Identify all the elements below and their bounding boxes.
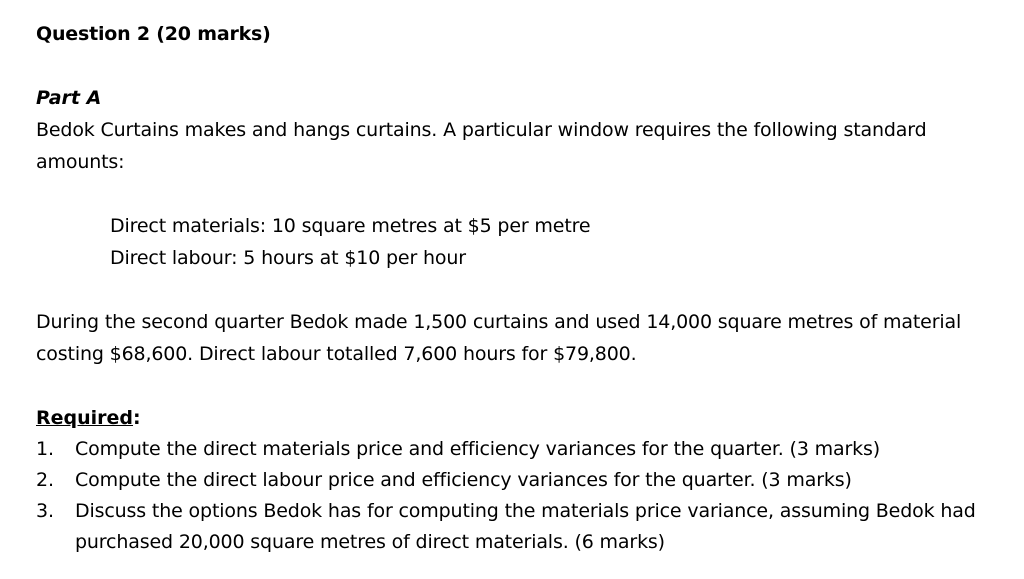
list-item-number: 2.: [36, 469, 54, 491]
list-item: [36, 496, 996, 558]
required-label: Required: [36, 407, 134, 429]
standard-amounts: [110, 210, 996, 274]
list-item: [36, 465, 996, 496]
document: [36, 16, 996, 558]
required-heading: [36, 402, 996, 434]
required-colon: :: [133, 407, 141, 429]
list-item-number: 1.: [36, 438, 54, 460]
list-item-text: Compute the direct labour price and efficiency variances for the quarter. (3 marks): [75, 469, 852, 491]
part-heading: Part A: [36, 87, 102, 109]
question-title: Question 2 (20 marks): [36, 23, 271, 45]
required-list: [36, 434, 996, 558]
list-item: [36, 434, 996, 465]
intro-paragraph: Bedok Curtains makes and hangs curtains. A particular window requires the following standard amounts:: [36, 119, 927, 173]
list-item-text: Discuss the options Bedok has for computing the materials price variance, assuming Bedok had purchased 20,000 square metres of direct materials. (6 marks): [75, 500, 976, 553]
list-item-number: 3.: [36, 500, 54, 522]
standard-labour: Direct labour: 5 hours at $10 per hour: [110, 247, 466, 269]
standard-materials: Direct materials: 10 square metres at $5 per metre: [110, 215, 591, 237]
scenario-paragraph: During the second quarter Bedok made 1,500 curtains and used 14,000 square metres of material costing $68,600. Direct labour totalled 7,600 hours for $79,800.: [36, 311, 962, 365]
list-item-text: Compute the direct materials price and efficiency variances for the quarter. (3 marks): [75, 438, 881, 460]
